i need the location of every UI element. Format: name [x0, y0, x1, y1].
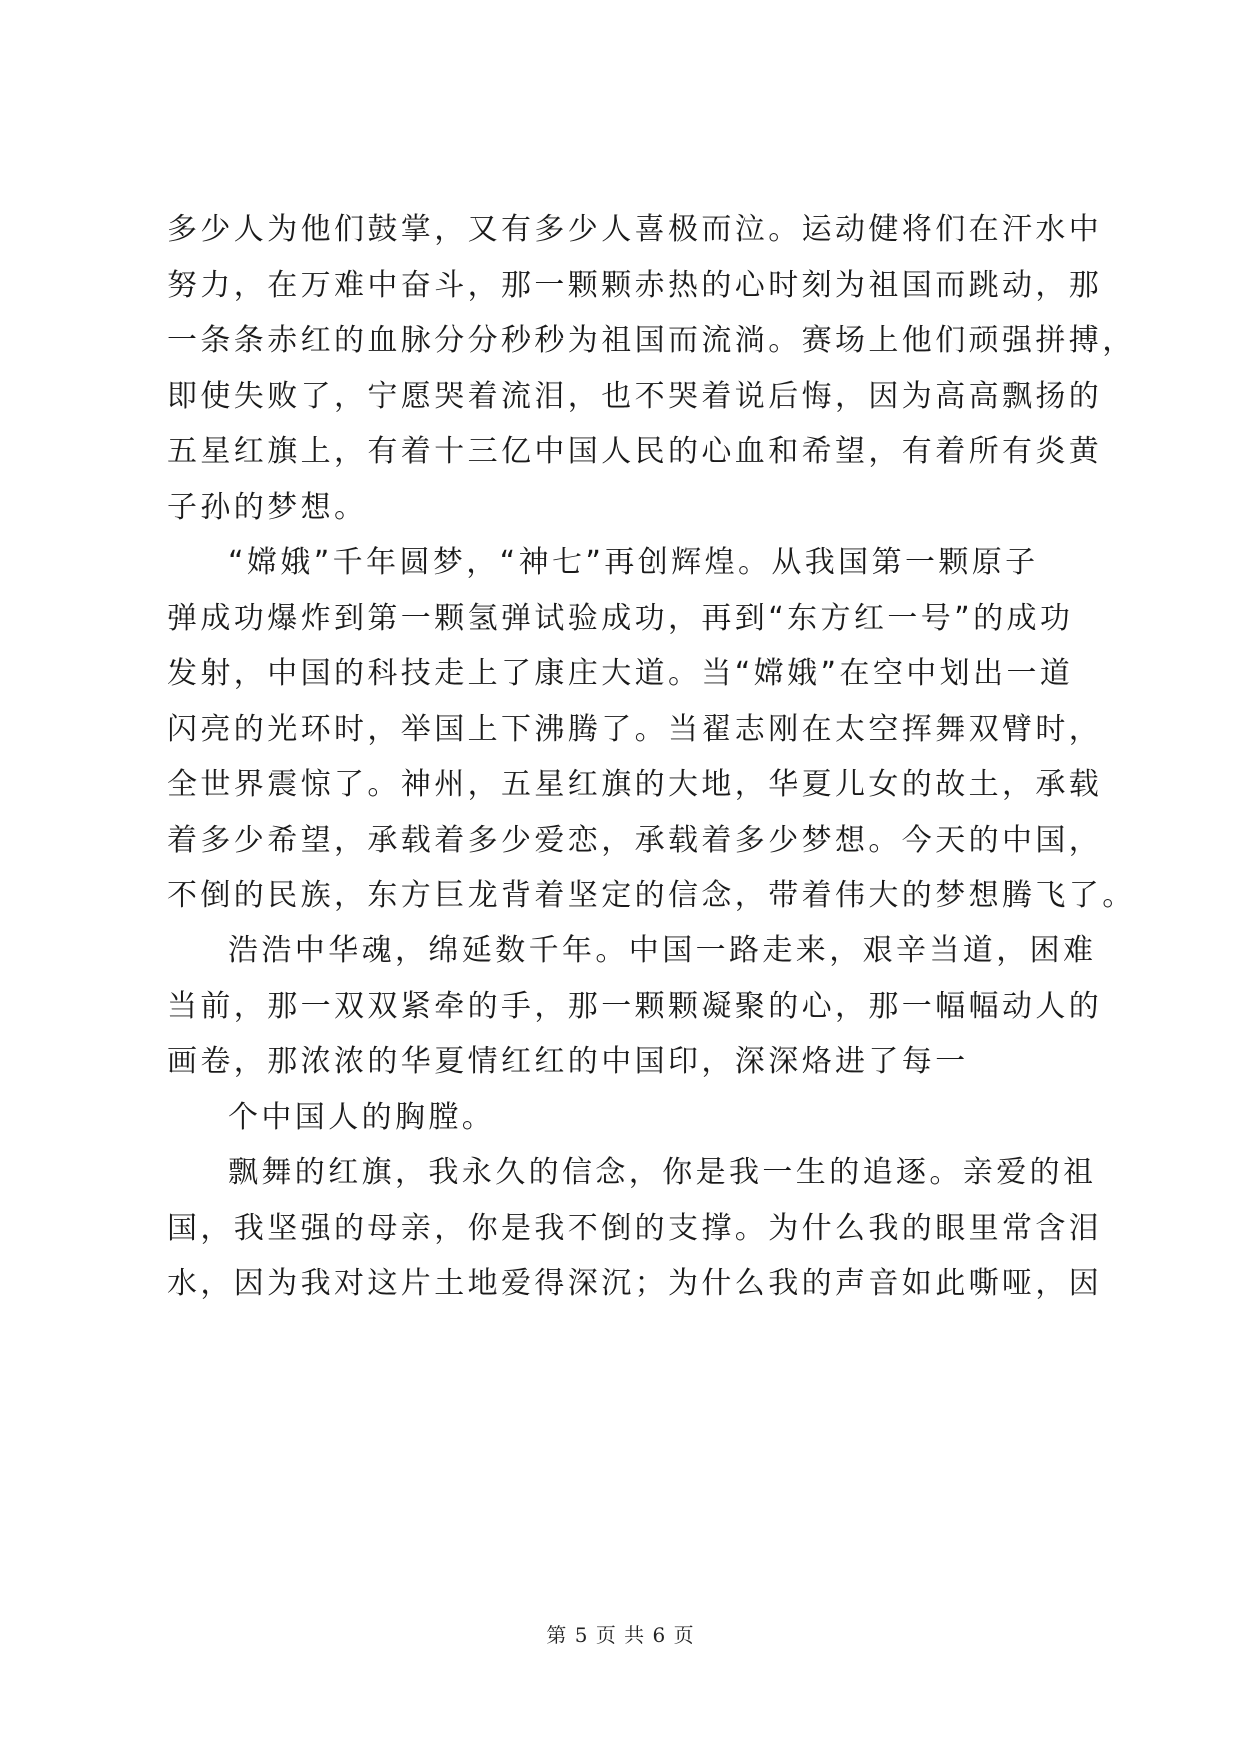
text-line: 当前，那一双双紧牵的手，那一颗颗凝聚的心，那一幅幅动人的 [167, 989, 1103, 1024]
text-line: 五星红旗上，有着十三亿中国人民的心血和希望，有着所有炎黄 [167, 434, 1103, 469]
text-line: 一条条赤红的血脉分分秒秒为祖国而流淌。赛场上他们顽强拼搏， [167, 323, 1136, 358]
text-line: 全世界震惊了。神州，五星红旗的大地，华夏儿女的故土，承载 [167, 767, 1103, 802]
text-line: 弹成功爆炸到第一颗氢弹试验成功，再到“东方红一号”的成功 [167, 601, 1074, 636]
text-line: “嫦娥”千年圆梦，“神七”再创辉煌。从我国第一颗原子 [228, 545, 1039, 580]
text-line: 不倒的民族，东方巨龙背着坚定的信念，带着伟大的梦想腾飞了。 [167, 878, 1136, 913]
text-line: 子孙的梦想。 [167, 490, 368, 525]
text-line: 努力，在万难中奋斗，那一颗颗赤热的心时刻为祖国而跳动，那 [167, 268, 1103, 303]
text-line: 闪亮的光环时，举国上下沸腾了。当翟志刚在太空挥舞双臂时， [167, 712, 1103, 747]
text-line: 即使失败了，宁愿哭着流泪，也不哭着说后悔，因为高高飘扬的 [167, 379, 1103, 414]
text-line: 浩浩中华魂，绵延数千年。中国一路走来，艰辛当道，困难 [228, 933, 1097, 968]
page-footer: 第 5 页 共 6 页 [546, 1623, 695, 1647]
text-line: 画卷，那浓浓的华夏情红红的中国印，深深烙进了每一 [167, 1044, 969, 1079]
text-line: 发射，中国的科技走上了康庄大道。当“嫦娥”在空中划出一道 [167, 656, 1074, 691]
text-line: 飘舞的红旗，我永久的信念，你是我一生的追逐。亲爱的祖 [228, 1155, 1097, 1190]
text-line: 水，因为我对这片土地爱得深沉；为什么我的声音如此嘶哑，因 [167, 1266, 1103, 1301]
text-line: 国，我坚强的母亲，你是我不倒的支撑。为什么我的眼里常含泪 [167, 1211, 1103, 1246]
text-line: 着多少希望，承载着多少爱恋，承载着多少梦想。今天的中国， [167, 823, 1103, 858]
text-line: 个中国人的胸膛。 [228, 1100, 496, 1135]
text-line: 多少人为他们鼓掌，又有多少人喜极而泣。运动健将们在汗水中 [167, 212, 1103, 247]
